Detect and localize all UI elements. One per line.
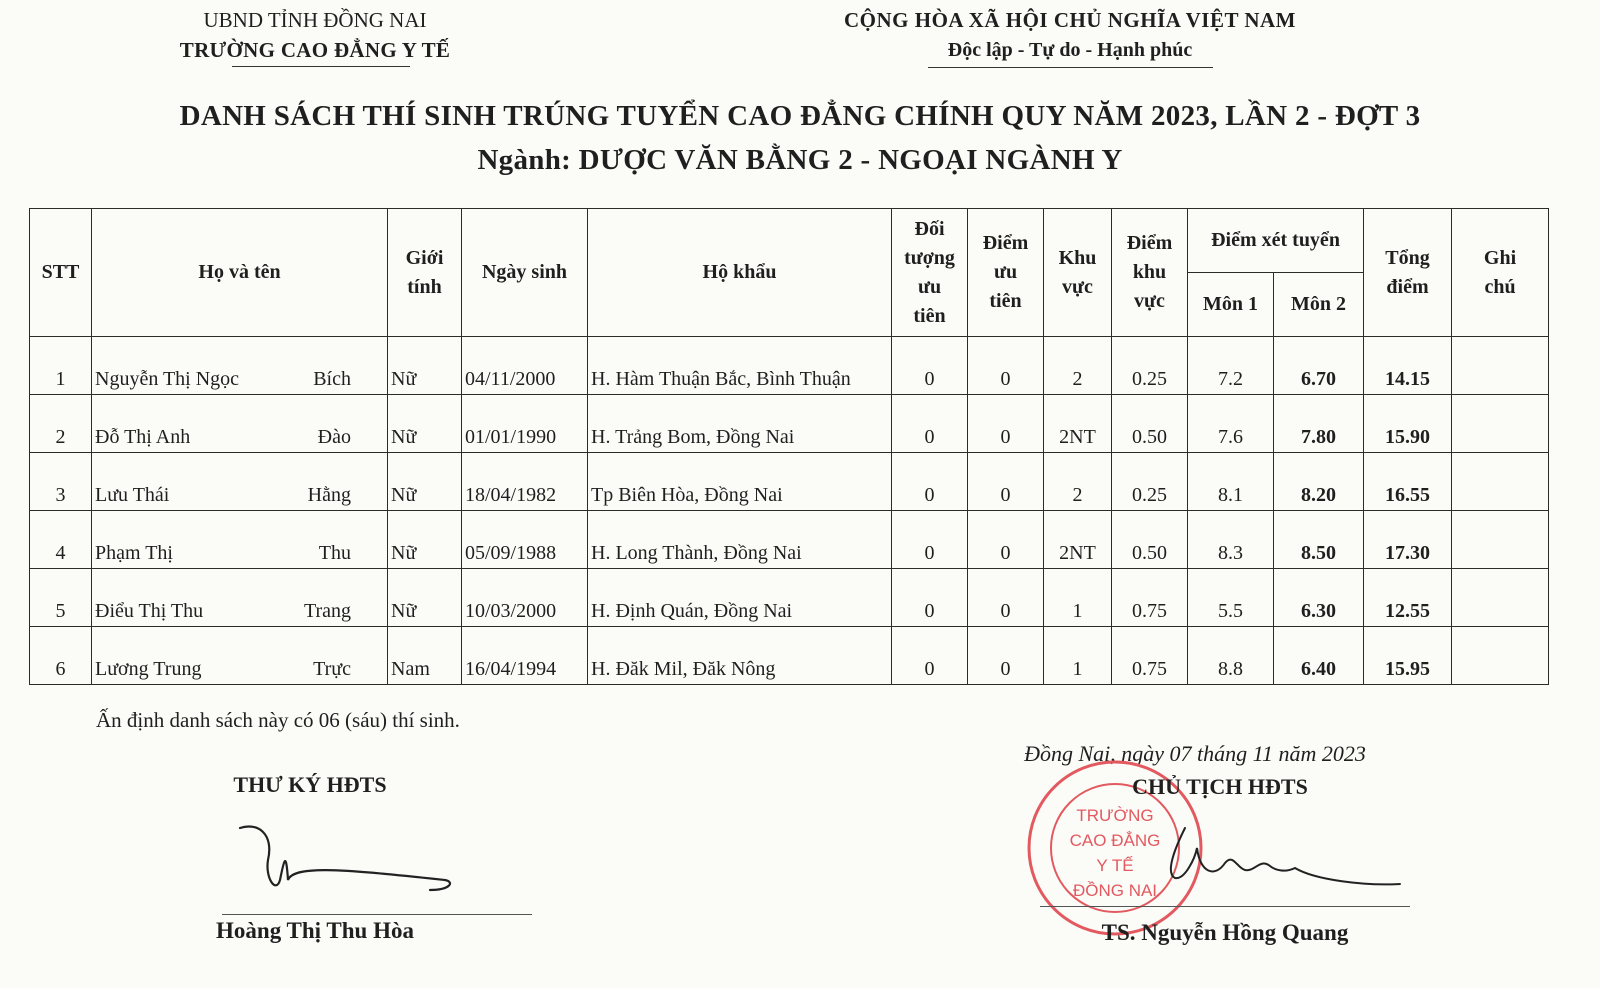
cell-note: [1452, 453, 1549, 511]
cell-dob: 16/04/1994: [462, 627, 588, 685]
secretary-signature: [230, 820, 460, 900]
col-header-priority-group: [892, 209, 968, 337]
secretary-signature-line: [222, 914, 532, 915]
given-name: Thu: [318, 542, 351, 564]
cell-gender: Nữ: [388, 511, 462, 569]
secretary-title: THƯ KÝ HĐTS: [233, 772, 387, 797]
cell-priority-points: 0: [968, 395, 1044, 453]
col-header-note: [1452, 209, 1549, 337]
header-word: Tổng: [1385, 246, 1430, 269]
cell-region: 2: [1044, 337, 1112, 395]
cell-dob: 05/09/1988: [462, 511, 588, 569]
family-name: Lương Trung: [95, 658, 202, 680]
cell-gender: Nữ: [388, 337, 462, 395]
header-word: Điểm: [1126, 232, 1173, 254]
header-word: vực: [1134, 290, 1165, 312]
title-line-2: Ngành: DƯỢC VĂN BẰNG 2 - NGOẠI NGÀNH Y: [477, 144, 1123, 176]
document-title: [40, 94, 1560, 182]
chair-signature-line: [1040, 906, 1410, 907]
header-word: tiên: [913, 304, 946, 327]
col-header-hometown: Hộ khẩu: [588, 209, 892, 337]
cell-subject1: 8.8: [1188, 627, 1274, 685]
cell-total: 15.90: [1364, 395, 1452, 453]
cell-region: 1: [1044, 627, 1112, 685]
cell-region: 1: [1044, 569, 1112, 627]
table-row: [30, 395, 1549, 453]
header-word: điểm: [1386, 275, 1429, 298]
admission-table: [29, 208, 1549, 685]
authority-underline: [232, 66, 410, 67]
cell-name: [92, 395, 388, 453]
cell-stt: 5: [30, 569, 92, 627]
cell-region-points: 0.50: [1112, 511, 1188, 569]
cell-stt: 3: [30, 453, 92, 511]
cell-region-points: 0.75: [1112, 569, 1188, 627]
country-name: CỘNG HÒA XÃ HỘI CHỦ NGHĨA VIỆT NAM: [843, 8, 1297, 32]
col-header-total: [1364, 209, 1452, 337]
cell-note: [1452, 337, 1549, 395]
col-header-stt: STT: [30, 209, 92, 337]
national-motto: [820, 5, 1320, 65]
stamp-line: ĐỒNG NAI: [1072, 881, 1158, 900]
cell-dob: 01/01/1990: [462, 395, 588, 453]
table-row: [30, 337, 1549, 395]
cell-note: [1452, 569, 1549, 627]
cell-dob: 18/04/1982: [462, 453, 588, 511]
stamp-line: TRƯỜNG: [1076, 806, 1154, 825]
table-row: [30, 511, 1549, 569]
header-word: chú: [1484, 275, 1516, 298]
cell-stt: 6: [30, 627, 92, 685]
col-header-region: [1044, 209, 1112, 337]
header-word: ưu: [917, 275, 942, 298]
cell-hometown: H. Hàm Thuận Bắc, Bình Thuận: [588, 337, 892, 395]
given-name: Hằng: [307, 484, 351, 506]
header-word: vực: [1062, 275, 1093, 298]
header-word: ưu: [993, 261, 1018, 283]
col-header-gender: [388, 209, 462, 337]
col-header-dob: Ngày sinh: [462, 209, 588, 337]
cell-total: 16.55: [1364, 453, 1452, 511]
table-row: [30, 627, 1549, 685]
header-word: Giới: [405, 246, 444, 269]
cell-subject2: 6.70: [1274, 337, 1364, 395]
cell-region: 2NT: [1044, 395, 1112, 453]
cell-subject1: 7.2: [1188, 337, 1274, 395]
col-header-admission-scores: Điểm xét tuyển: [1188, 209, 1364, 273]
header-word: tiên: [989, 290, 1022, 312]
cell-total: 17.30: [1364, 511, 1452, 569]
header-word: Ghi: [1483, 246, 1517, 269]
cell-total: 12.55: [1364, 569, 1452, 627]
table-body: [30, 337, 1549, 685]
header-word: Đối: [914, 217, 945, 240]
stamp-line: CAO ĐẲNG: [1069, 831, 1161, 850]
authority-line-1: UBND TỈNH ĐỒNG NAI: [203, 8, 427, 32]
cell-subject2: 8.50: [1274, 511, 1364, 569]
col-header-subject2: Môn 2: [1274, 273, 1364, 337]
motto-underline: [928, 67, 1213, 68]
secretary-name: Hoàng Thị Thu Hòa: [216, 918, 414, 943]
cell-priority-group: 0: [892, 511, 968, 569]
cell-gender: Nữ: [388, 569, 462, 627]
family-name: Lưu Thái: [95, 484, 170, 506]
col-header-subject1: Môn 1: [1188, 273, 1274, 337]
cell-hometown: H. Long Thành, Đồng Nai: [588, 511, 892, 569]
cell-dob: 10/03/2000: [462, 569, 588, 627]
cell-priority-group: 0: [892, 627, 968, 685]
cell-priority-group: 0: [892, 395, 968, 453]
cell-note: [1452, 511, 1549, 569]
cell-subject2: 7.80: [1274, 395, 1364, 453]
header-word: tượng: [904, 246, 955, 269]
family-name: Phạm Thị: [95, 542, 173, 564]
cell-gender: Nam: [388, 627, 462, 685]
chair-name: TS. Nguyễn Hồng Quang: [1101, 920, 1349, 945]
stamp-line: Y TẾ: [1096, 856, 1134, 875]
cell-priority-group: 0: [892, 569, 968, 627]
cell-hometown: H. Định Quán, Đồng Nai: [588, 569, 892, 627]
cell-name: [92, 511, 388, 569]
cell-region-points: 0.75: [1112, 627, 1188, 685]
confirmation-text: Ấn định danh sách này có 06 (sáu) thí sinh.: [96, 708, 460, 732]
cell-name: [92, 627, 388, 685]
cell-subject1: 5.5: [1188, 569, 1274, 627]
given-name: Bích: [313, 368, 351, 390]
cell-hometown: Tp Biên Hòa, Đồng Nai: [588, 453, 892, 511]
title-line-1: DANH SÁCH THÍ SINH TRÚNG TUYỂN CAO ĐẲNG CHÍNH QUY NĂM 2023, LẦN 2 - ĐỢT 3: [179, 100, 1421, 132]
header-word: Điểm: [982, 232, 1029, 254]
cell-name: [92, 453, 388, 511]
col-header-priority-points: [968, 209, 1044, 337]
cell-dob: 04/11/2000: [462, 337, 588, 395]
cell-stt: 2: [30, 395, 92, 453]
cell-note: [1452, 395, 1549, 453]
cell-name: [92, 337, 388, 395]
cell-hometown: H. Đăk Mil, Đăk Nông: [588, 627, 892, 685]
place-date: Đồng Nai, ngày 07 tháng 11 năm 2023: [1024, 741, 1366, 766]
cell-region-points: 0.50: [1112, 395, 1188, 453]
cell-priority-points: 0: [968, 511, 1044, 569]
cell-priority-group: 0: [892, 453, 968, 511]
cell-priority-points: 0: [968, 569, 1044, 627]
cell-priority-points: 0: [968, 627, 1044, 685]
cell-name: [92, 569, 388, 627]
col-header-name: Họ và tên: [92, 209, 388, 337]
cell-hometown: H. Trảng Bom, Đồng Nai: [588, 395, 892, 453]
cell-subject2: 6.40: [1274, 627, 1364, 685]
family-name: Đỗ Thị Anh: [95, 426, 191, 448]
authority-line-2: TRƯỜNG CAO ĐẲNG Y TẾ: [179, 38, 451, 62]
cell-note: [1452, 627, 1549, 685]
cell-priority-group: 0: [892, 337, 968, 395]
cell-priority-points: 0: [968, 453, 1044, 511]
col-header-region-points: [1112, 209, 1188, 337]
cell-subject2: 6.30: [1274, 569, 1364, 627]
cell-subject2: 8.20: [1274, 453, 1364, 511]
cell-subject1: 8.3: [1188, 511, 1274, 569]
header-word: Khu: [1058, 246, 1097, 269]
header-word: tính: [407, 275, 442, 298]
cell-gender: Nữ: [388, 453, 462, 511]
chair-signature: [1145, 818, 1405, 908]
chair-title: CHỦ TỊCH HĐTS: [1132, 774, 1308, 799]
given-name: Đào: [317, 426, 351, 448]
cell-subject1: 7.6: [1188, 395, 1274, 453]
cell-priority-points: 0: [968, 337, 1044, 395]
cell-total: 14.15: [1364, 337, 1452, 395]
header-word: khu: [1132, 261, 1167, 283]
cell-stt: 4: [30, 511, 92, 569]
family-name: Điểu Thị Thu: [95, 600, 204, 622]
cell-region: 2NT: [1044, 511, 1112, 569]
family-name: Nguyễn Thị Ngọc: [95, 368, 240, 390]
issuing-authority: [130, 5, 500, 65]
cell-stt: 1: [30, 337, 92, 395]
cell-region-points: 0.25: [1112, 453, 1188, 511]
cell-region: 2: [1044, 453, 1112, 511]
cell-total: 15.95: [1364, 627, 1452, 685]
table-row: [30, 453, 1549, 511]
cell-gender: Nữ: [388, 395, 462, 453]
table-row: [30, 569, 1549, 627]
given-name: Trực: [313, 658, 351, 680]
cell-subject1: 8.1: [1188, 453, 1274, 511]
cell-region-points: 0.25: [1112, 337, 1188, 395]
motto: Độc lập - Tự do - Hạnh phúc: [947, 39, 1193, 61]
given-name: Trang: [303, 600, 351, 622]
